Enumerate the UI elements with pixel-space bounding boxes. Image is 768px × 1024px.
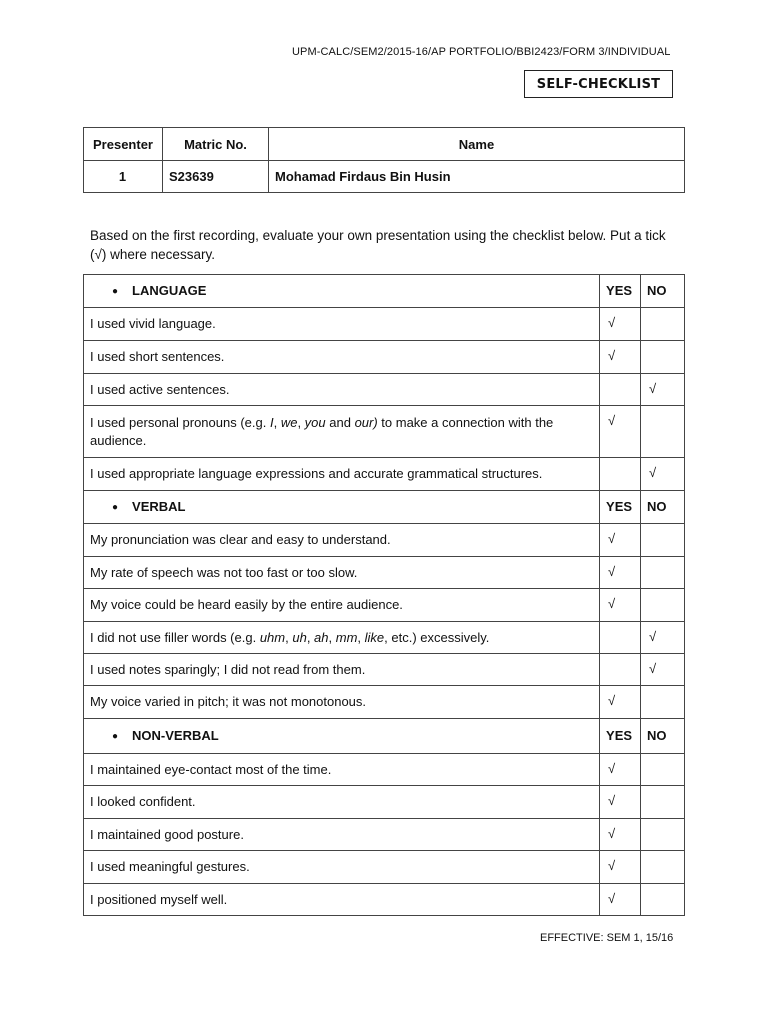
yes-tick-cell: √: [600, 406, 641, 458]
section-title-text: NON-VERBAL: [132, 727, 219, 743]
no-tick-cell: [641, 851, 685, 884]
matric-column-header: Matric No.: [163, 128, 269, 161]
self-checklist-table: [83, 274, 685, 916]
criterion-text: I positioned myself well.: [84, 884, 600, 916]
presenter-name: Mohamad Firdaus Bin Husin: [269, 161, 685, 193]
section-header-row: [84, 491, 685, 524]
presenter-number: 1: [84, 161, 163, 193]
presenter-table-row: [84, 161, 685, 193]
checklist-item-row: [84, 686, 685, 719]
yes-tick-cell: √: [600, 786, 641, 819]
no-tick-cell: [641, 589, 685, 622]
yes-tick-cell: [600, 622, 641, 654]
yes-tick-cell: √: [600, 589, 641, 622]
no-column-header: NO: [641, 275, 685, 308]
criterion-text: I did not use filler words (e.g. uhm, uh, ah, mm, like, etc.) excessively.: [84, 622, 600, 654]
yes-tick-cell: √: [600, 686, 641, 719]
checklist-item-row: [84, 622, 685, 654]
checklist-item-row: [84, 589, 685, 622]
no-tick-cell: [641, 819, 685, 851]
criterion-text: I used vivid language.: [84, 308, 600, 341]
no-column-header: NO: [641, 719, 685, 754]
checklist-item-row: [84, 654, 685, 686]
no-tick-cell: √: [641, 654, 685, 686]
criterion-text: My rate of speech was not too fast or too slow.: [84, 557, 600, 589]
checklist-item-row: [84, 524, 685, 557]
section-header-row: [84, 275, 685, 308]
yes-column-header: YES: [600, 491, 641, 524]
instructions-text: Based on the first recording, evaluate your own presentation using the checklist below. Put a tick (√) where necessary.: [90, 228, 666, 262]
form-title-box: SELF-CHECKLIST: [524, 70, 673, 98]
yes-column-header: YES: [600, 719, 641, 754]
document-code: UPM-CALC/SEM2/2015-16/AP PORTFOLIO/BBI2423/FORM 3/INDIVIDUAL: [292, 46, 671, 58]
criterion-text: I used appropriate language expressions and accurate grammatical structures.: [84, 458, 600, 491]
effective-date-footer: EFFECTIVE: SEM 1, 15/16: [540, 932, 674, 944]
yes-tick-cell: √: [600, 524, 641, 557]
name-column-header: Name: [269, 128, 685, 161]
criterion-text: My pronunciation was clear and easy to understand.: [84, 524, 600, 557]
yes-column-header: YES: [600, 275, 641, 308]
checklist-item-row: [84, 374, 685, 406]
bullet-icon: ●: [112, 285, 119, 297]
checklist-item-row: [84, 819, 685, 851]
no-tick-cell: [641, 557, 685, 589]
checklist-item-row: [84, 406, 685, 458]
checklist-item-row: [84, 884, 685, 916]
no-tick-cell: [641, 341, 685, 374]
yes-tick-cell: [600, 374, 641, 406]
criterion-text: My voice could be heard easily by the entire audience.: [84, 589, 600, 622]
section-title: [84, 275, 600, 308]
yes-tick-cell: [600, 654, 641, 686]
checklist-item-row: [84, 341, 685, 374]
checklist-item-row: [84, 458, 685, 491]
presenter-table-header-row: [84, 128, 685, 161]
criterion-text: I used notes sparingly; I did not read from them.: [84, 654, 600, 686]
checklist-item-row: [84, 851, 685, 884]
criterion-text: My voice varied in pitch; it was not monotonous.: [84, 686, 600, 719]
criterion-text: I used short sentences.: [84, 341, 600, 374]
yes-tick-cell: √: [600, 308, 641, 341]
no-tick-cell: [641, 686, 685, 719]
yes-tick-cell: √: [600, 754, 641, 786]
criterion-text: I used personal pronouns (e.g. I, we, you and our) to make a connection with the audience.: [84, 406, 600, 458]
no-column-header: NO: [641, 491, 685, 524]
yes-tick-cell: √: [600, 884, 641, 916]
checklist-item-row: [84, 754, 685, 786]
criterion-text: I used active sentences.: [84, 374, 600, 406]
criterion-text: I looked confident.: [84, 786, 600, 819]
checklist-item-row: [84, 557, 685, 589]
checklist-item-row: [84, 786, 685, 819]
no-tick-cell: [641, 406, 685, 458]
checklist-item-row: [84, 308, 685, 341]
criterion-text: I maintained eye-contact most of the time.: [84, 754, 600, 786]
bullet-icon: ●: [112, 730, 119, 742]
no-tick-cell: [641, 884, 685, 916]
no-tick-cell: [641, 786, 685, 819]
section-title: [84, 491, 600, 524]
no-tick-cell: √: [641, 374, 685, 406]
no-tick-cell: [641, 754, 685, 786]
matric-number: S23639: [163, 161, 269, 193]
section-title: [84, 719, 600, 754]
section-title-text: VERBAL: [132, 498, 186, 514]
section-header-row: [84, 719, 685, 754]
presenter-table: [83, 127, 685, 193]
section-title-text: LANGUAGE: [132, 282, 207, 298]
criterion-text: I used meaningful gestures.: [84, 851, 600, 884]
yes-tick-cell: √: [600, 341, 641, 374]
yes-tick-cell: √: [600, 557, 641, 589]
bullet-icon: ●: [112, 501, 119, 513]
no-tick-cell: [641, 524, 685, 557]
no-tick-cell: [641, 308, 685, 341]
yes-tick-cell: √: [600, 851, 641, 884]
no-tick-cell: √: [641, 622, 685, 654]
yes-tick-cell: [600, 458, 641, 491]
criterion-text: I maintained good posture.: [84, 819, 600, 851]
yes-tick-cell: √: [600, 819, 641, 851]
presenter-column-header: Presenter: [84, 128, 163, 161]
no-tick-cell: √: [641, 458, 685, 491]
